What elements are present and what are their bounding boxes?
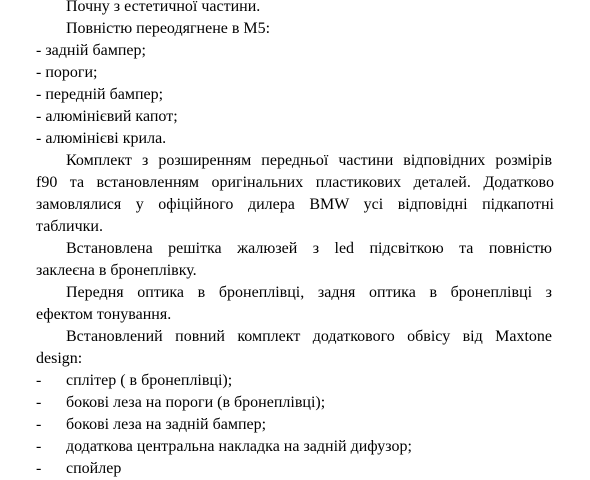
paragraph-line: Повністю переодягнене в М5: — [66, 20, 271, 37]
paragraph-line: замовлялися у офіційного дилера BMW усі відповідні підкапотні — [36, 196, 554, 213]
list-item: - передній бампер; — [36, 86, 164, 103]
list-marker: - — [36, 460, 42, 477]
list-marker: - — [36, 372, 42, 389]
list-item: додаткова центральна накладка на задній дифузор; — [66, 438, 412, 455]
list-item: - алюмінієвий капот; — [36, 108, 178, 125]
list-item: - пороги; — [36, 64, 98, 81]
paragraph-line: ефектом тонування. — [36, 306, 172, 323]
list-marker: - — [36, 394, 42, 411]
paragraph-line: Почну з естетичної частини. — [66, 0, 261, 15]
paragraph-line: заклеєна в бронеплівку. — [36, 262, 197, 279]
paragraph-line: f90 та встановленням оригінальних пластикових деталей. Додатково — [36, 174, 554, 191]
paragraph-line: design: — [36, 350, 83, 367]
list-item: спойлер — [66, 460, 122, 477]
paragraph-line: таблички. — [36, 218, 103, 235]
list-item: - алюмінієві крила. — [36, 130, 167, 147]
paragraph-line: Встановлена решітка жалюзей з led підсвіткою та повністю — [66, 240, 552, 257]
list-item: бокові леза на пороги (в бронеплівці); — [66, 394, 326, 411]
paragraph-line: Передня оптика в бронеплівці, задня оптика в бронеплівці з — [66, 284, 552, 301]
paragraph-line: Комплект з розширенням передньої частини відповідних розмірів — [66, 152, 552, 169]
list-item: сплітер ( в бронеплівці); — [66, 372, 233, 389]
list-item: - задній бампер; — [36, 42, 146, 59]
list-marker: - — [36, 438, 42, 455]
list-marker: - — [36, 416, 42, 433]
paragraph-line: Встановлений повний комплект додаткового обвісу від Maxtone — [66, 328, 552, 345]
list-item: бокові леза на задній бампер; — [66, 416, 267, 433]
